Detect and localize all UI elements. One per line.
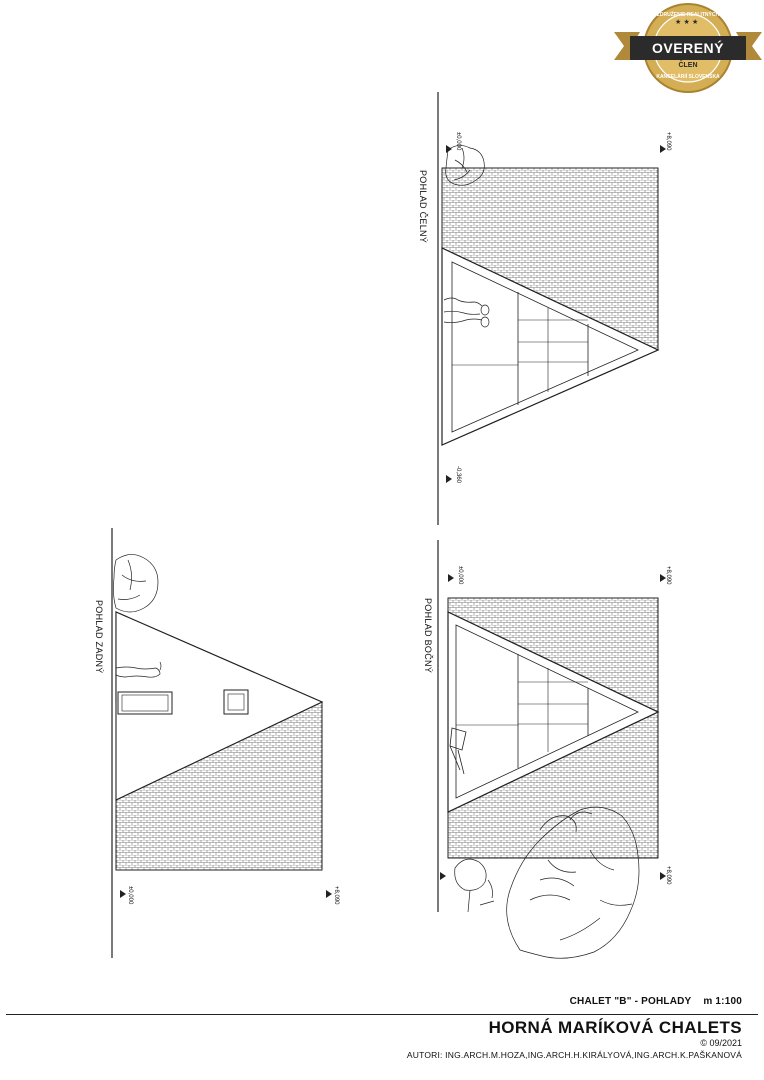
seal-sub-text: ČLEN [678, 62, 698, 69]
seal-top-text: ZDRUŽENIE REALITNÝCH [656, 12, 720, 18]
back-elevation [112, 528, 332, 958]
drawing-date: © 09/2021 [700, 1038, 742, 1048]
drawing-name: CHALET "B" - POHLADY [569, 996, 692, 1007]
side-level-bottom: +8,090 [665, 866, 671, 885]
front-level-top: +8,090 [665, 132, 671, 151]
title-divider [6, 1014, 758, 1015]
project-title: HORNÁ MARÍKOVÁ CHALETS [488, 1018, 742, 1037]
side-level-zero: ±0,000 [457, 566, 463, 585]
drawing-authors: AUTORI: ING.ARCH.M.HOZA,ING.ARCH.H.KIRÁLYOVÁ,ING.ARCH.K.PAŠKANOVÁ [406, 1050, 742, 1060]
front-level-bottom: -0,360 [455, 466, 461, 484]
verified-member-seal [612, 2, 764, 98]
back-level-top: +8,090 [333, 886, 339, 905]
front-elevation [438, 92, 666, 525]
front-level-zero: ±0,000 [455, 132, 461, 151]
back-view-label: POHLAD ZADNÝ [94, 600, 104, 674]
side-level-top: +8,090 [665, 566, 671, 585]
seal-bottom-text: KANCELÁRIÍ SLOVENSKA [656, 74, 720, 80]
tree-icon [113, 554, 158, 612]
drawing-subtitle [570, 996, 742, 1007]
title-block [0, 990, 764, 1080]
front-view-label: POHLAD ČELNÝ [418, 170, 428, 244]
seal-main-text: OVERENÝ [652, 40, 724, 56]
side-view-label: POHLAD BOČNÝ [423, 598, 433, 674]
side-elevation [438, 540, 666, 958]
svg-text:★ ★ ★: ★ ★ ★ [675, 18, 699, 26]
back-level-zero: ±0,000 [127, 886, 133, 905]
drawing-scale: m 1:100 [703, 996, 742, 1007]
